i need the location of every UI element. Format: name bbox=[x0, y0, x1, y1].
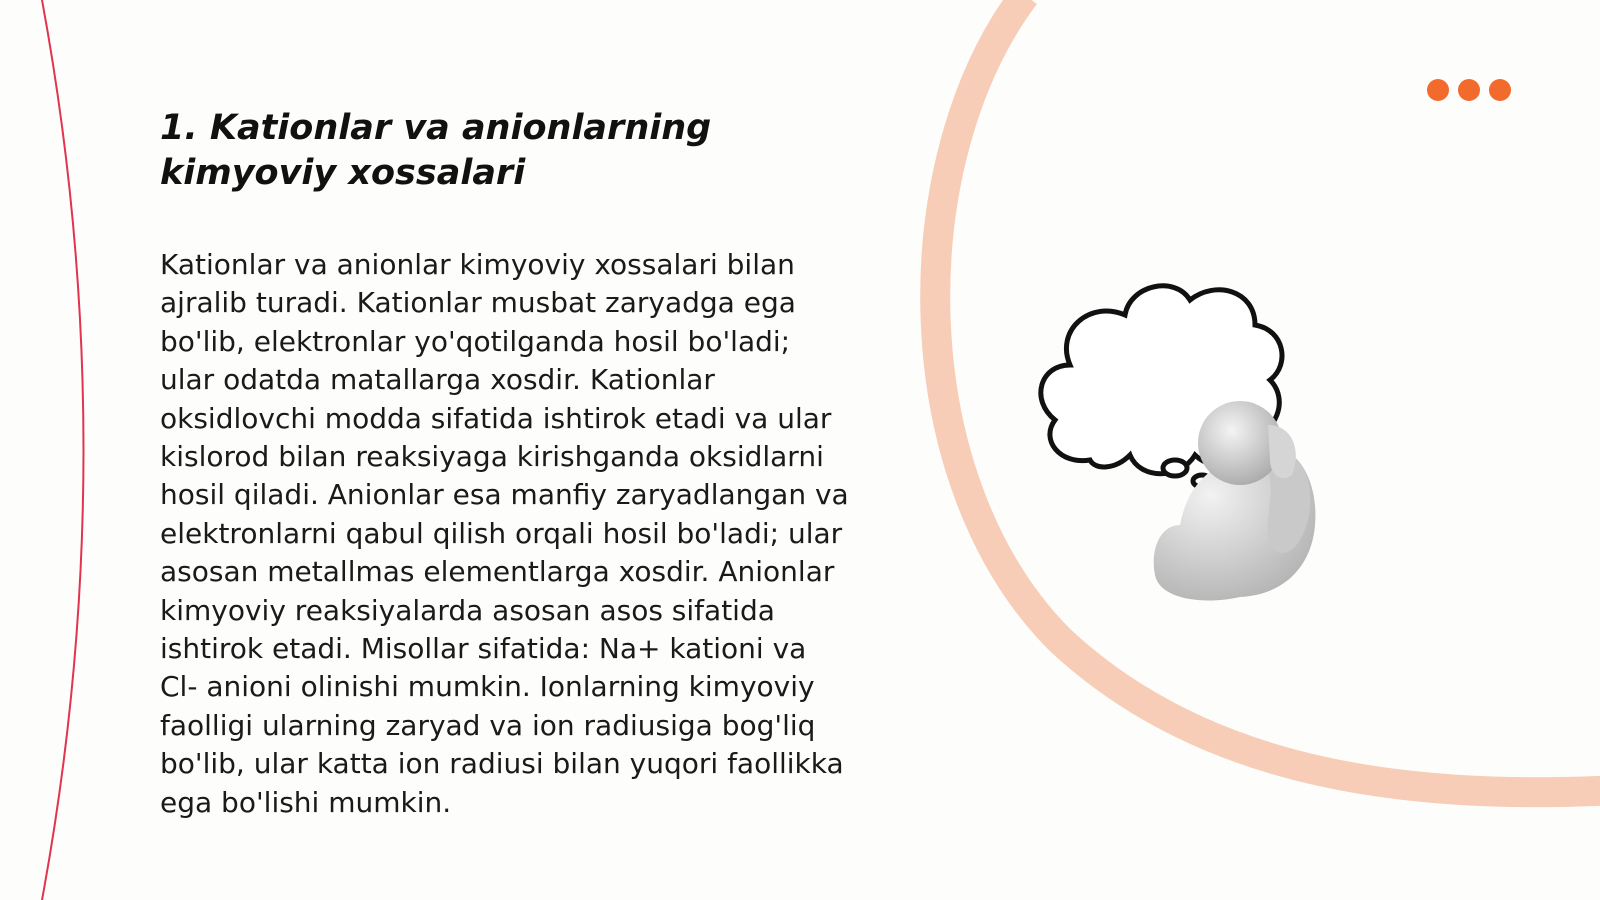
dot-icon bbox=[1489, 79, 1511, 101]
slide-body-text: Kationlar va anionlar kimyoviy xossalari bilan ajralib turadi. Kationlar musbat zaryadga ega bo'lib, elektronlar yo'qotilganda hosil bo'ladi; ular odatda matallarga xosdir. Kationlar oksidlovchi modda sifatida ishtirok etadi va ular kislorod bilan reaksiyaga kirishganda oksidlarni hosil qiladi. Anionlar esa manfiy zaryadlangan va elektronlarni qabul qilish orqali hosil bo'ladi; ular asosan metallmas elementlarga xosdir. Anionlar kimyoviy reaksiyalarda asosan asos sifatida ishtirok etadi. Misollar sifatida: Na+ kationi va Cl- anioni olinishi mumkin. Ionlarning kimyoviy faolligi ularning zaryad va ion radiusiga bog'liq bo'lib, ular katta ion radiusi bilan yuqori faollikka ega bo'lishi mumkin. bbox=[160, 248, 849, 819]
dot-icon bbox=[1458, 79, 1480, 101]
slide-title: 1. Kationlar va anionlarning kimyoviy xossalari bbox=[160, 108, 712, 193]
dot-icon bbox=[1427, 79, 1449, 101]
left-curve-line bbox=[42, 0, 84, 900]
thinking-person-icon bbox=[1030, 275, 1350, 615]
menu-dots bbox=[1427, 79, 1511, 101]
